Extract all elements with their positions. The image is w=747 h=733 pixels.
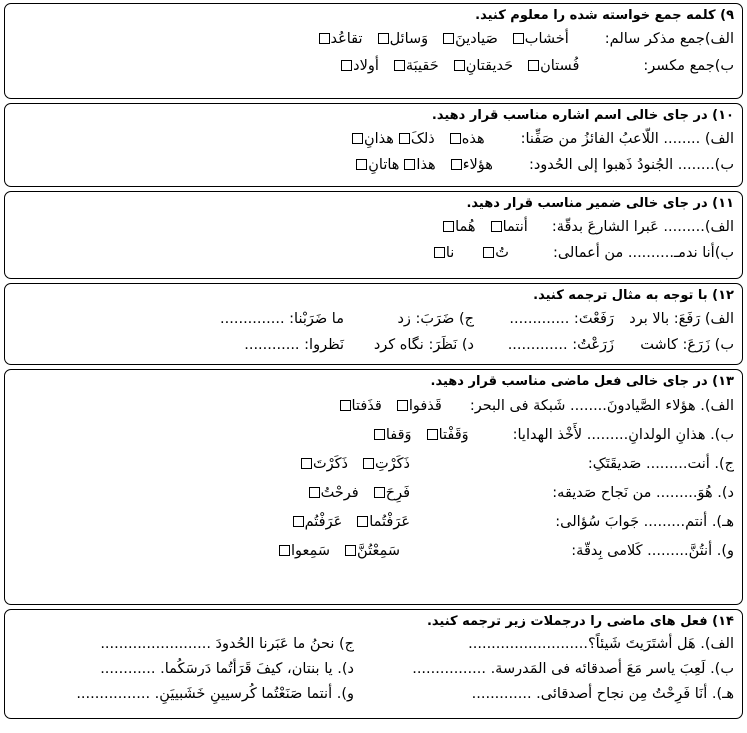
q10-a-option-3: هذانِ <box>363 131 394 147</box>
checkbox[interactable] <box>378 33 389 44</box>
q14-row-2 <box>13 657 734 682</box>
question-12 <box>4 283 743 365</box>
question-12-title: ۱۲) با توجه به مثال ترجمه کنید. <box>533 288 734 303</box>
q12-b-blank-2: نَظروا: ............ <box>244 337 344 353</box>
q13-row-5 <box>13 508 734 537</box>
checkbox[interactable] <box>374 487 385 498</box>
q11-a-option-1: أنتما <box>502 219 528 235</box>
q11-row-b-label: ب)أنا ندمـ.......... من أعمالی: <box>552 245 734 261</box>
q9-row-a-label: الف)جمع مذکر سالم: <box>604 31 734 47</box>
checkbox[interactable] <box>397 400 408 411</box>
q12-a-example: الف) رَفَعَ: بالا برد <box>629 311 734 327</box>
q10-row-a <box>13 126 734 152</box>
checkbox[interactable] <box>301 458 312 469</box>
q14-3-sentence-b: و). أنتما صَنَعْتُما کُرسیینِ خَشَبییَنِ. ................ <box>76 686 354 702</box>
q11-row-b <box>13 240 734 266</box>
checkbox[interactable] <box>340 400 351 411</box>
checkbox[interactable] <box>293 516 304 527</box>
q10-a-option-1: هذه <box>461 131 485 147</box>
q14-1-sentence-a: الف). هَل أشتَرَیتَ شَیئاً؟.......................... <box>468 636 734 652</box>
q13-4-option-1: فَرِحَ <box>385 485 410 501</box>
checkbox[interactable] <box>363 458 374 469</box>
q13-row-3 <box>13 450 734 479</box>
q12-a-blank-2: ما ضَرَبْنا: .............. <box>220 311 344 327</box>
q9-a-option-4: تقاعُد <box>330 31 363 47</box>
checkbox[interactable] <box>491 221 502 232</box>
checkbox[interactable] <box>399 133 410 144</box>
q13-1-option-1: قَذفوا <box>408 398 442 414</box>
checkbox[interactable] <box>443 33 454 44</box>
q13-1-option-2: قذَفتا <box>351 398 382 414</box>
q14-3-sentence-a: هـ). أنَا فَرِحْتُ مِن نجاح أصدقائی. ............. <box>471 686 734 702</box>
q10-b-option-3: هاتانِ <box>368 157 400 173</box>
q9-row-b <box>13 53 734 80</box>
q13-5-option-1: عَرَفْتُما <box>369 514 410 530</box>
checkbox[interactable] <box>404 159 415 170</box>
q13-4-option-2: فرحْتُ <box>320 485 359 501</box>
q13-3-option-2: ذَکَرْتَ <box>312 456 348 472</box>
q9-row-a <box>13 26 734 53</box>
checkbox[interactable] <box>357 516 368 527</box>
q14-1-sentence-b: ج) نحنُ ما عَبَرنا الحُدودَ ........................ <box>100 636 354 652</box>
question-9 <box>4 3 743 99</box>
checkbox[interactable] <box>451 159 462 170</box>
q13-row-4 <box>13 479 734 508</box>
q12-b-blank-1: زَرَعْتُ: ............. <box>507 337 614 353</box>
checkbox[interactable] <box>394 60 405 71</box>
q11-b-option-1: تُ <box>495 245 509 261</box>
q9-a-option-2: صَیادینَ <box>455 31 498 47</box>
worksheet-page <box>4 3 743 719</box>
q9-row-b-label: ب)جمع مکسر: <box>643 58 734 74</box>
q10-row-b <box>13 152 734 178</box>
checkbox[interactable] <box>427 429 438 440</box>
question-13 <box>4 369 743 605</box>
checkbox[interactable] <box>319 33 330 44</box>
checkbox[interactable] <box>345 545 356 556</box>
q9-b-option-1: فُستان <box>540 58 580 74</box>
checkbox[interactable] <box>356 159 367 170</box>
q12-a-blank-1: رَفَعْتَ: ............. <box>509 311 614 327</box>
q13-3-option-1: ذَکَرْتِ <box>374 456 410 472</box>
q11-a-option-2: هُما <box>455 219 476 235</box>
question-14-title: ۱۴) فعل های ماضی را درجملات زیر ترجمه کنید. <box>426 614 734 629</box>
q10-a-option-2: ذلکَ <box>410 131 435 147</box>
q13-row-5-label: هـ). أنتم......... جَوابَ سُؤالی: <box>555 514 734 530</box>
q12-b-example: ب) زَرَعَ: کاشت <box>640 337 734 353</box>
q10-b-option-2: هذا <box>416 157 436 173</box>
question-10-title: ۱۰) در جای خالی اسم اشاره مناسب قرار دهید. <box>431 108 734 123</box>
q13-row-6 <box>13 537 734 566</box>
checkbox[interactable] <box>374 429 385 440</box>
q13-2-option-2: وَقفا <box>385 427 412 443</box>
q13-row-1 <box>13 392 734 421</box>
q13-2-option-1: وَقَفْتا <box>438 427 469 443</box>
q12-b-example-2: د) نَظَرَ: نگاه کرد <box>373 337 474 353</box>
checkbox[interactable] <box>454 60 465 71</box>
q12-a-example-2: ج) ضَرَبَ: زد <box>397 311 474 327</box>
q13-row-4-label: د). هُوَ......... من نَجاح صَدیقه: <box>552 485 734 501</box>
q13-6-option-2: سَمِعوا <box>291 543 331 559</box>
checkbox[interactable] <box>309 487 320 498</box>
q12-row-b <box>13 332 734 358</box>
q14-2-sentence-b: د). یا بنتان، کیفَ قَرَأتُما دَرسَکُما. ............ <box>100 661 354 677</box>
q10-row-a-label: الف) ........ اللّاعبُ الفائزُ من صَفِّنا: <box>520 131 734 147</box>
q9-b-option-2: حَدیقتانِ <box>465 58 514 74</box>
q10-row-b-label: ب)........ الجُنودُ ذَهبوا إلی الحُدود: <box>528 157 734 173</box>
question-14 <box>4 609 743 719</box>
question-11-title: ۱۱) در جای خالی ضمیر مناسب قرار دهید. <box>466 196 734 211</box>
q10-b-option-1: هؤلاء <box>462 157 493 173</box>
q13-row-6-label: و). أنتُنَّ......... کَلامی بِدقّة: <box>571 543 734 559</box>
checkbox[interactable] <box>528 60 539 71</box>
q9-b-option-3: حَقیبَة <box>405 58 439 74</box>
q9-b-option-4: أولاد <box>353 58 379 74</box>
q13-row-1-label: الف). هؤلاء الصَّیادونَ........ شَبکة فی البحر: <box>469 398 734 414</box>
question-13-title: ۱۳) در جای خالی فعل ماضی مناسب قرار دهید. <box>430 374 734 389</box>
q12-row-a <box>13 306 734 332</box>
q9-a-option-1: أخشاب <box>524 31 569 47</box>
checkbox[interactable] <box>279 545 290 556</box>
question-9-title: ۹) کلمه جمع خواسته شده را معلوم کنید. <box>475 8 734 23</box>
checkbox[interactable] <box>450 133 461 144</box>
question-10 <box>4 103 743 187</box>
question-11 <box>4 191 743 279</box>
checkbox[interactable] <box>443 221 454 232</box>
checkbox[interactable] <box>513 33 524 44</box>
checkbox[interactable] <box>434 247 445 258</box>
q11-b-option-2: نا <box>445 245 455 261</box>
q13-row-2 <box>13 421 734 450</box>
q13-5-option-2: عَرَفْتُم <box>304 514 343 530</box>
q14-row-1 <box>13 632 734 657</box>
q14-2-sentence-a: ب). لَعِبَ یاسر مَعَ أصدقائه فی المَدرسة. ................ <box>412 661 734 677</box>
q13-row-3-label: ج). أنت......... صَدیقَتَکِ: <box>587 456 734 472</box>
q11-row-a-label: الف)......... عَبرا الشارعَ بدقّة: <box>551 219 734 235</box>
q9-a-option-3: وَسائل <box>389 31 429 47</box>
q11-row-a <box>13 214 734 240</box>
checkbox[interactable] <box>352 133 363 144</box>
checkbox[interactable] <box>483 247 494 258</box>
q14-row-3 <box>13 682 734 707</box>
checkbox[interactable] <box>341 60 352 71</box>
q13-6-option-1: سَمِعْتُنَّ <box>357 543 400 559</box>
q13-row-2-label: ب). هذانِ الولدانِ......... لأَخْذ الهدایا: <box>512 427 734 443</box>
